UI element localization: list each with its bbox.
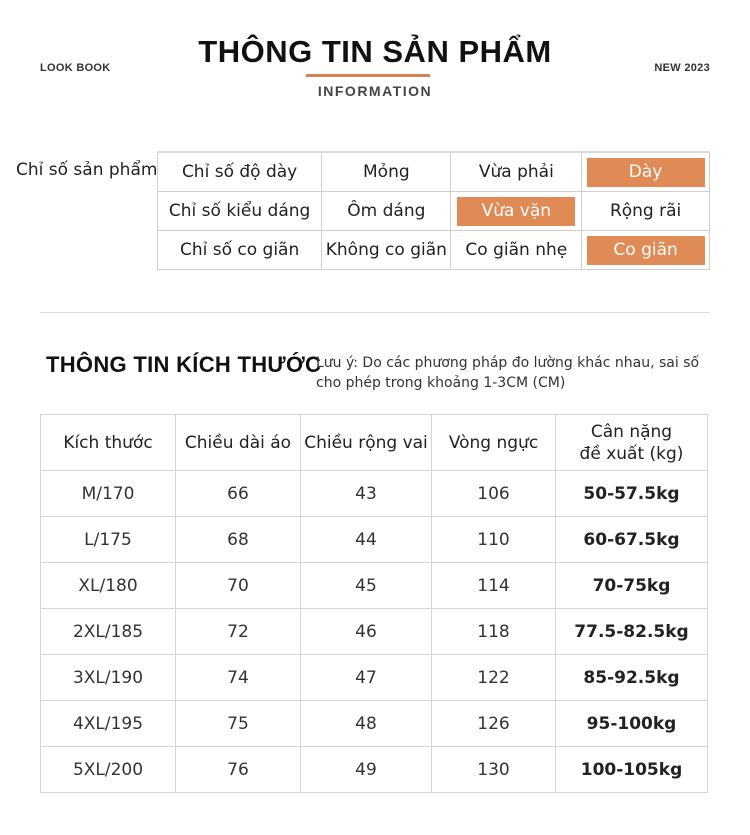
table-cell: XL/180 [41,563,176,609]
index-option: Rộng rãi [582,192,710,231]
index-option [451,192,582,231]
index-row-name: Chỉ số độ dày [158,152,322,192]
table-row [41,471,708,517]
table-cell: 2XL/185 [41,609,176,655]
section-divider [40,312,710,313]
table-row [41,701,708,747]
header [0,0,750,110]
table-row [41,747,708,793]
table-cell: 85-92.5kg [556,655,708,701]
title-underline [306,74,430,77]
product-index-table [157,151,710,270]
table-cell: L/175 [41,517,176,563]
index-option: Co giãn nhẹ [451,231,582,270]
table-row [41,517,708,563]
table-cell: 106 [432,471,556,517]
table-cell: 76 [176,747,301,793]
size-note [316,353,716,393]
table-cell: 77.5-82.5kg [556,609,708,655]
table-cell: 126 [432,701,556,747]
index-option-selected: Dày [587,158,705,187]
table-cell: 5XL/200 [41,747,176,793]
table-cell: 122 [432,655,556,701]
table-row [41,563,708,609]
header-length: Chiều dài áo [176,415,301,471]
header-size: Kích thước [41,415,176,471]
table-cell: 46 [301,609,432,655]
table-cell: 110 [432,517,556,563]
table-cell: 45 [301,563,432,609]
table-cell: 118 [432,609,556,655]
index-row-name: Chỉ số kiểu dáng [158,192,322,231]
table-cell: 70 [176,563,301,609]
index-option: Vừa phải [451,152,582,192]
table-cell: 74 [176,655,301,701]
header-chest: Vòng ngực [432,415,556,471]
table-cell: 43 [301,471,432,517]
table-cell: 114 [432,563,556,609]
table-cell: 60-67.5kg [556,517,708,563]
header-weight-line-2: đề xuất (kg) [579,443,684,464]
table-cell: 130 [432,747,556,793]
table-cell: 68 [176,517,301,563]
size-table-header-row [41,415,708,471]
table-cell: 49 [301,747,432,793]
table-cell: 70-75kg [556,563,708,609]
look-book-tag: LOOK BOOK [40,62,111,74]
size-note-line-2: cho phép trong khoảng 1-3CM (CM) [316,375,566,391]
table-cell: 48 [301,701,432,747]
index-option-selected: Vừa vặn [457,197,575,226]
table-cell: M/170 [41,471,176,517]
size-section-title: THÔNG TIN KÍCH THƯỚC [46,352,322,377]
table-cell: 72 [176,609,301,655]
size-note-line-1: Lưu ý: Do các phương pháp đo lường khác nhau, sai số [316,355,700,371]
product-index-label: Chỉ số sản phẩm [16,160,158,180]
page-subtitle: INFORMATION [317,83,433,99]
table-cell: 4XL/195 [41,701,176,747]
index-row [158,152,710,192]
header-shoulder: Chiều rộng vai [301,415,432,471]
index-option: Mỏng [322,152,451,192]
table-cell: 47 [301,655,432,701]
index-row [158,231,710,270]
index-option [582,231,710,270]
table-cell: 75 [176,701,301,747]
new-year-tag: NEW 2023 [654,62,710,74]
table-cell: 100-105kg [556,747,708,793]
index-row [158,192,710,231]
size-table [40,414,708,793]
table-row [41,609,708,655]
table-cell: 95-100kg [556,701,708,747]
index-row-name: Chỉ số co giãn [158,231,322,270]
table-row [41,655,708,701]
index-option: Không co giãn [322,231,451,270]
index-option [582,152,710,192]
header-weight [556,415,708,471]
page-title: THÔNG TIN SẢN PHẨM [198,34,552,69]
table-cell: 3XL/190 [41,655,176,701]
table-cell: 50-57.5kg [556,471,708,517]
table-cell: 44 [301,517,432,563]
index-option: Ôm dáng [322,192,451,231]
header-weight-line-1: Cân nặng [590,421,673,442]
table-cell: 66 [176,471,301,517]
index-option-selected: Co giãn [587,236,705,265]
